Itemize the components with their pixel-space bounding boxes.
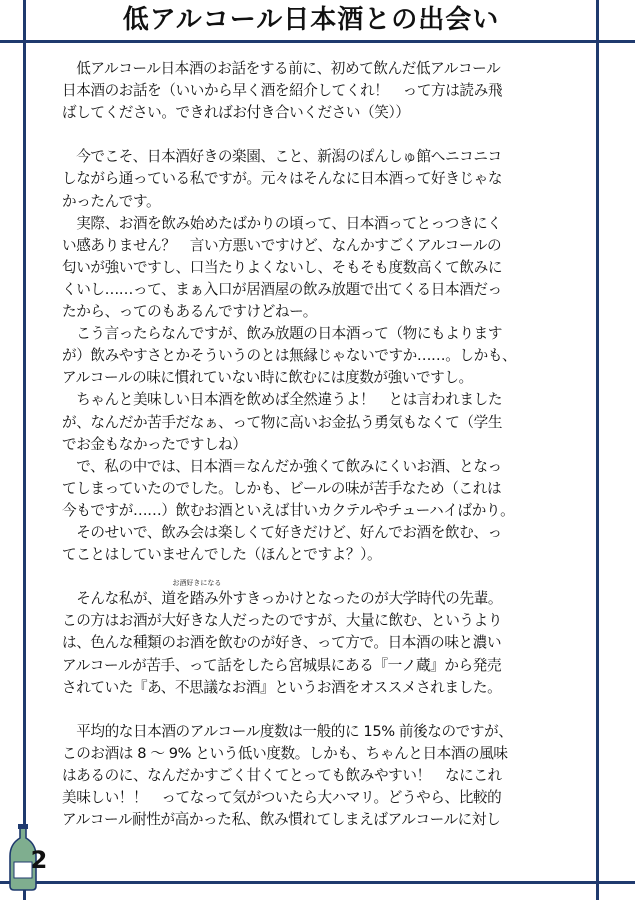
text-line: 匂いが強いですし、口当たりよくないし、そもそも度数高くて飲みに <box>62 258 503 276</box>
text-line: されていた『あ、不思議なお酒』というお酒をオススメされました。 <box>62 678 502 696</box>
text-line: 美味しい！！ ってなって気がついたら大ハマリ。どうやら、比較的 <box>62 789 502 807</box>
text-line: かったんです。 <box>62 192 161 210</box>
text-line: てことはしていませんでした（ほんとですよ？）。 <box>62 546 382 564</box>
text-line: 平均的な日本酒のアルコール度数は一般的に 15% 前後なのですが、 <box>62 722 513 740</box>
paragraph-gap <box>62 124 582 146</box>
text-line: 低アルコール日本酒のお話をする前に、初めて飲んだ低アルコール <box>62 60 501 77</box>
text-line: アルコール耐性が高かった私、飲み慣れてしまえばアルコールに対し <box>62 811 501 829</box>
text-line: そのせいで、飲み会は楽しくて好きだけど、好んでお酒を飲む、っ <box>62 523 502 541</box>
text-line: くいし……って、まぁ入口が居酒屋の飲み放題で出てくる日本酒だっ <box>62 280 502 298</box>
text-line: は、色んな種類のお酒を飲むのが好き、って方で。日本酒の味と濃い <box>62 634 502 652</box>
article-body <box>62 58 582 831</box>
text-run: すきっかけとなったのが大学時代の先輩。 <box>232 590 503 608</box>
frame-right-line <box>596 0 599 900</box>
text-line <box>62 579 582 610</box>
text-line: はあるのに、なんだかすごく甘くてとっても飲みやすい！ なにこれ <box>62 767 502 784</box>
text-line: こう言ったらなんですが、飲み放題の日本酒って（物にもよります <box>62 325 503 343</box>
text-line: たから、ってのもあるんですけどねー。 <box>62 303 317 321</box>
text-line: アルコールの味に慣れていない時に飲むには度数が強いですし。 <box>62 369 473 387</box>
paragraph-gap <box>62 699 582 721</box>
paragraph-gap <box>62 566 582 588</box>
text-run: そんな私が、 <box>62 590 162 608</box>
text-line: が）飲みやすさとかそういうのとは無縁じゃないですか……。しかも、 <box>62 347 517 365</box>
page-title: 低アルコール日本酒との出会い <box>122 5 500 35</box>
frame-bottom-line <box>0 881 635 884</box>
text-line: でお金もなかったですしね） <box>62 435 247 453</box>
text-line: しながら通っている私ですが。元々はそんなに日本酒って好きじゃな <box>62 170 503 188</box>
ruby-reading: お酒好きになる <box>172 579 222 588</box>
ruby-base: 道を踏み外 <box>161 590 233 608</box>
frame-top-line <box>0 40 635 43</box>
text-line: 日本酒のお話を（いいから早く酒を紹介してくれ！ って方は読み飛 <box>62 82 503 100</box>
frame-left-line <box>23 0 26 900</box>
text-line: い感ありません？ 言い方悪いですけど、なんかすごくアルコールの <box>62 236 502 254</box>
text-line: 実際、お酒を飲み始めたばかりの頃って、日本酒ってとっつきにく <box>62 214 502 232</box>
text-line: この方はお酒が大好きな人だったのですが、大量に飲む、というより <box>62 612 503 630</box>
text-line: てしまっていたのでした。しかも、ビールの味が苦手なため（これは <box>62 479 502 497</box>
text-line: 今もですが……）飲むお酒といえば甘いカクテルやチューハイばかり。 <box>62 501 515 519</box>
text-line: ばしてください。できればお付き合いください（笑）） <box>62 104 410 122</box>
text-line: ちゃんと美味しい日本酒を飲めば全然違うよ！ とは言われました <box>62 391 503 409</box>
text-line: アルコールが苦手、って話をしたら宮城県にある『一ノ蔵』から発売 <box>62 656 502 674</box>
text-line: このお酒は 8 ～ 9% という低い度数。しかも、ちゃんと日本酒の風味 <box>62 744 508 762</box>
text-line: 今でこそ、日本酒好きの楽園、こと、新潟のぽんしゅ館へニコニコ <box>62 148 502 166</box>
text-line: で、私の中では、日本酒＝なんだか強くて飲みにくいお酒、となっ <box>62 457 502 475</box>
page-number: 2 <box>30 846 48 874</box>
text-line: が、なんだか苦手だなぁ、って物に高いお金払う勇気もなくて（学生 <box>62 413 503 431</box>
ruby-annotated-text <box>161 579 233 610</box>
